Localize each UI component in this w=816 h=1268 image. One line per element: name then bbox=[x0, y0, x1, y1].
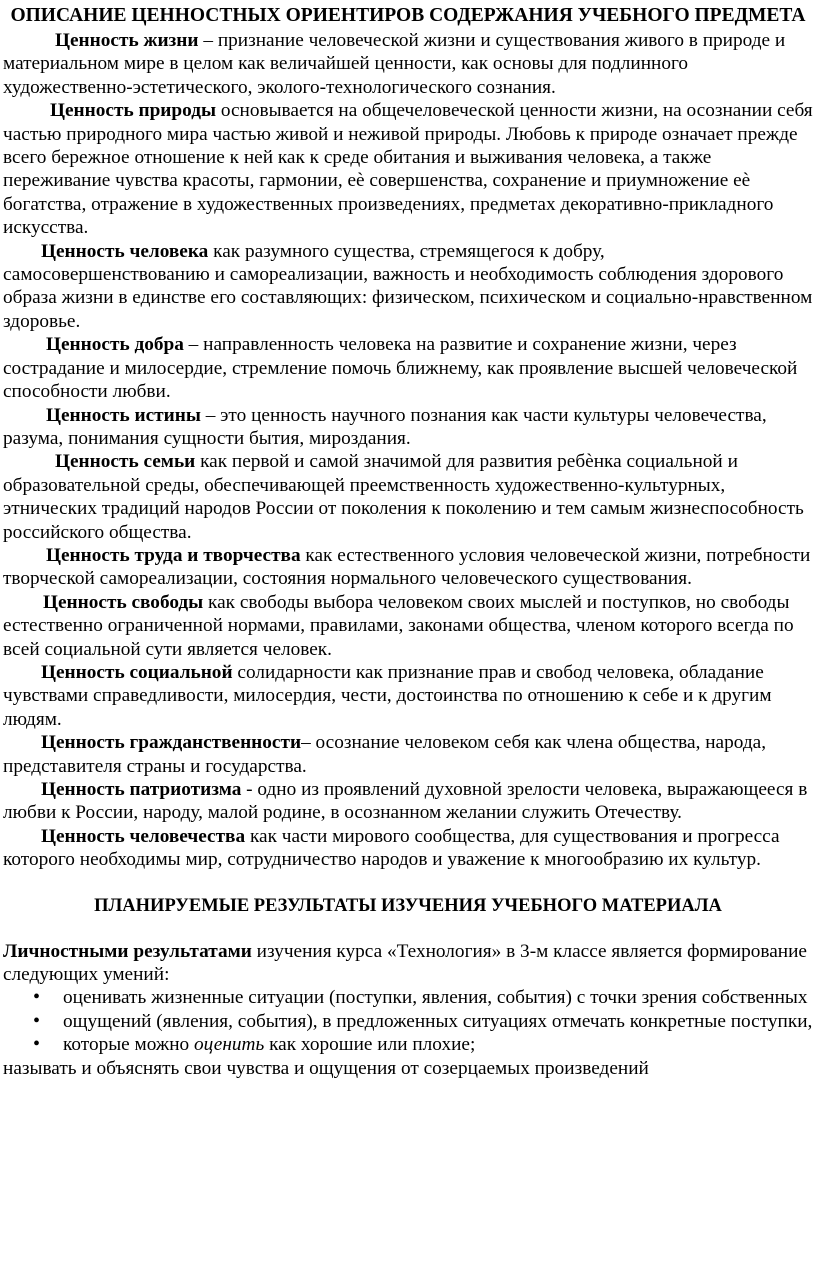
value-paragraph-freedom bbox=[3, 591, 813, 661]
value-paragraph-social bbox=[3, 661, 813, 731]
page-title: ОПИСАНИЕ ЦЕННОСТНЫХ ОРИЕНТИРОВ СОДЕРЖАНИЯ УЧЕБНОГО ПРЕДМЕТА bbox=[10, 5, 806, 26]
value-text: как естественного условия человеческой жизни, потребности творческой самореализации, состояния нормального человеческого существования. bbox=[3, 544, 811, 590]
personal-results-term: Личностными результатами bbox=[3, 940, 252, 962]
value-paragraph-good bbox=[3, 333, 813, 403]
results-heading: ПЛАНИРУЕМЫЕ РЕЗУЛЬТАТЫ ИЗУЧЕНИЯ УЧЕБНОГО МАТЕРИАЛА bbox=[94, 895, 722, 916]
value-text: как свободы выбора человеком своих мыслей и поступков, но свободы естественно ограниченной нормами, правилами, законами общества, членом которого всегда по всей социальной сути является человек. bbox=[3, 591, 794, 660]
value-paragraph-citizenship bbox=[3, 731, 813, 778]
value-text: – направленность человека на развитие и сохранение жизни, через сострадание и милосердие, стремление помочь ближнему, как проявление высшей человеческой способности любви. bbox=[3, 334, 798, 403]
value-text: как первой и самой значимой для развития ребѐнка социальной и образовательной среды, обеспечивающей преемственность художественно-культурных, этнических традиций народов России от поколения к поколению и тем самым жизнеспособность российского общества. bbox=[3, 451, 804, 543]
value-term: Ценность гражданственности bbox=[41, 732, 302, 754]
personal-results-text: изучения курса «Технология» в 3-м классе является формирование следующих умений: bbox=[3, 940, 807, 986]
value-text: солидарности как признание прав и свобод человека, обладание чувствами справедливости, милосердия, чести, достоинства по отношению к себе и к другим людям. bbox=[3, 661, 772, 730]
value-text: - одно из проявлений духовной зрелости человека, выражающееся в любви к России, народу, малой родине, в осознанном желании служить Отечеству. bbox=[3, 779, 808, 824]
list-item-text: оценивать жизненные ситуации (поступки, явления, события) с точки зрения собственных bbox=[63, 987, 808, 1009]
value-paragraph-patriotism bbox=[3, 778, 813, 825]
value-text: основывается на общечеловеческой ценности жизни, на осознании себя частью природного мира частью живой и неживой природы. Любовь к природе означает прежде всего бережное отношение к ней как к среде обитания и выживания человека, а также переживание чувства красоты, гармонии, еѐ совершенства, сохранение и приумножение еѐ богатства, отражение в художественных произведениях, предметах декоративно-прикладного искусства. bbox=[3, 100, 813, 239]
list-item-emphasis: оценить bbox=[194, 1034, 265, 1056]
value-paragraph-truth bbox=[3, 404, 813, 451]
value-term: Ценность человечества bbox=[41, 825, 246, 847]
personal-results-paragraph bbox=[3, 940, 813, 987]
value-paragraph-family bbox=[3, 450, 813, 544]
value-paragraph-labor bbox=[3, 544, 813, 591]
list-item bbox=[63, 1033, 813, 1056]
value-text: – признание человеческой жизни и существования живого в природе и материальном мире в целом как величайшей ценности, как основы для подлинного художественно-эстетического, эколого-технологического сознания. bbox=[3, 30, 786, 98]
list-item bbox=[63, 1010, 813, 1033]
value-term: Ценность семьи bbox=[55, 451, 196, 473]
value-term: Ценность труда и творчества bbox=[46, 544, 301, 566]
value-paragraph-humanity bbox=[3, 825, 813, 872]
value-text: – это ценность научного познания как части культуры человечества, разума, понимания сущности бытия, мироздания. bbox=[3, 404, 767, 449]
value-term: Ценность добра bbox=[46, 334, 184, 356]
value-term: Ценность патриотизма bbox=[41, 779, 242, 800]
list-item bbox=[63, 986, 813, 1009]
value-text: как разумного существа, стремящегося к добру, самосовершенствованию и самореализации, важность и необходимость соблюдения здорового образа жизни в единстве его составляющих: физическом, психическом и социально-нравственном здоровье. bbox=[3, 240, 813, 332]
value-paragraph-life bbox=[3, 29, 813, 99]
value-paragraph-nature bbox=[3, 99, 813, 239]
value-text: – осознание человеком себя как члена общества, народа, представителя страны и государства. bbox=[3, 732, 767, 777]
value-text: как части мирового сообщества, для существования и прогресса которого необходимы мир, сотрудничество народов и уважение к многообразию их культур. bbox=[3, 825, 780, 871]
value-paragraph-human bbox=[3, 240, 813, 334]
closing-line: называть и объяснять свои чувства и ощущения от созерцаемых произведений bbox=[3, 1057, 649, 1079]
value-term: Ценность истины bbox=[46, 404, 201, 426]
value-term: Ценность природы bbox=[50, 100, 217, 122]
value-term: Ценность жизни bbox=[55, 30, 199, 51]
list-item-text: ощущений (явления, события), в предложенных ситуациях отмечать конкретные поступки, bbox=[63, 1010, 813, 1032]
value-term: Ценность свободы bbox=[43, 591, 204, 613]
value-term: Ценность человека bbox=[41, 240, 209, 262]
value-term: Ценность социальной bbox=[41, 661, 233, 683]
list-item-text-after: как хорошие или плохие; bbox=[264, 1034, 476, 1056]
list-item-text-before: которые можно bbox=[63, 1034, 195, 1056]
skills-list bbox=[3, 986, 813, 1056]
